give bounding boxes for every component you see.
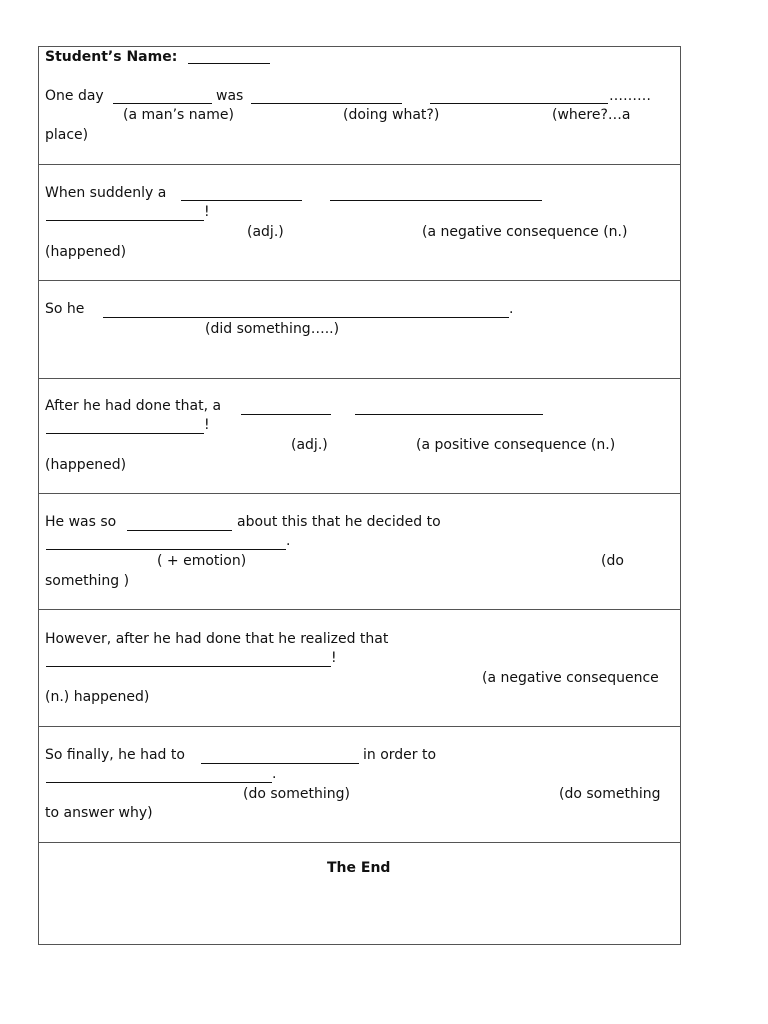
exclamation-mark: ! — [331, 650, 337, 666]
blank-do-something[interactable] — [201, 763, 359, 764]
prompt-one-day: One day — [45, 88, 104, 104]
blank-did-something[interactable] — [103, 317, 509, 318]
prompt-when-suddenly: When suddenly a — [45, 185, 167, 201]
hint-emotion: ( + emotion) — [157, 553, 247, 569]
prompt-about-this: about this that he decided to — [237, 514, 441, 530]
blank-continued[interactable] — [46, 433, 204, 434]
hint-negative-consequence: (a negative consequence (n.) — [422, 224, 628, 240]
hint-happened: (happened) — [45, 244, 127, 260]
hint-happened: (n.) happened) — [45, 689, 150, 705]
story-worksheet — [38, 46, 681, 945]
row-the-end — [39, 842, 680, 944]
hint-negative-consequence: (a negative consequence — [482, 670, 659, 686]
row-so-finally — [39, 726, 680, 843]
blank-realized[interactable] — [46, 666, 331, 667]
row-when-suddenly — [39, 164, 680, 281]
prompt-he-was-so: He was so — [45, 514, 117, 530]
prompt-in-order-to: in order to — [363, 747, 437, 763]
hint-adj: (adj.) — [291, 437, 328, 453]
hint-positive-consequence: (a positive consequence (n.) — [416, 437, 616, 453]
end-label: The End — [327, 860, 391, 876]
prompt-however: However, after he had done that he realized that — [45, 631, 389, 647]
blank-adj[interactable] — [241, 414, 331, 415]
row-he-was-so — [39, 493, 680, 610]
row-however — [39, 609, 680, 727]
blank-answer-why[interactable] — [46, 782, 272, 783]
blank-continued[interactable] — [46, 220, 204, 221]
blank-mans-name[interactable] — [113, 103, 212, 104]
exclamation-mark: ! — [204, 417, 210, 433]
blank-adj[interactable] — [181, 200, 302, 201]
hint-do: (do — [601, 553, 624, 569]
hint-adj: (adj.) — [247, 224, 284, 240]
student-name-blank[interactable] — [188, 63, 270, 64]
prompt-so-finally: So finally, he had to — [45, 747, 185, 763]
blank-where[interactable] — [430, 103, 608, 104]
hint-where: (where?…a — [552, 107, 631, 123]
hint-mans-name: (a man’s name) — [123, 107, 234, 123]
hint-place: place) — [45, 127, 89, 143]
hint-doing-what: (doing what?) — [343, 107, 440, 123]
row-so-he — [39, 280, 680, 379]
prompt-so-he: So he — [45, 301, 85, 317]
period: . — [509, 301, 514, 317]
prompt-after-he-had-done: After he had done that, a — [45, 398, 222, 414]
blank-do-something[interactable] — [46, 549, 286, 550]
row-one-day — [39, 47, 680, 165]
blank-negative-consequence[interactable] — [330, 200, 542, 201]
blank-positive-consequence[interactable] — [355, 414, 543, 415]
hint-do-something: (do something) — [243, 786, 350, 802]
hint-something: something ) — [45, 573, 130, 589]
row-after-he-had-done — [39, 378, 680, 494]
period: . — [272, 766, 277, 782]
blank-emotion[interactable] — [127, 530, 232, 531]
hint-answer-why: to answer why) — [45, 805, 153, 821]
student-name-label: Student’s Name: — [45, 49, 178, 65]
hint-do-something-why: (do something — [559, 786, 661, 802]
exclamation-mark: ! — [204, 204, 210, 220]
hint-did-something: (did something…..) — [205, 321, 340, 337]
period: . — [286, 533, 291, 549]
trailing-dots: ……… — [609, 88, 651, 104]
word-was: was — [216, 88, 244, 104]
blank-doing-what[interactable] — [251, 103, 402, 104]
hint-happened: (happened) — [45, 457, 127, 473]
